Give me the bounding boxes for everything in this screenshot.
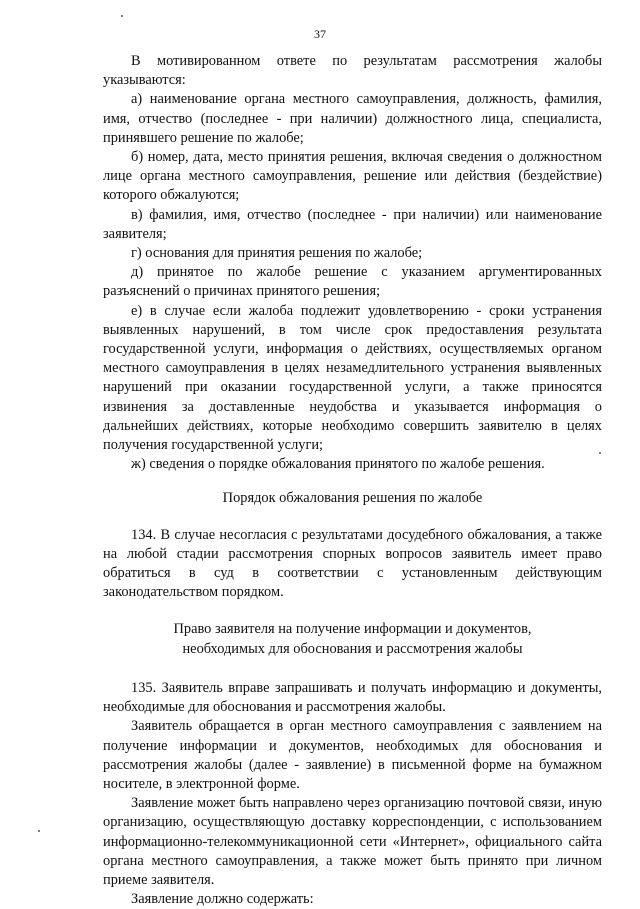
paragraph-135-submission: Заявление может быть направлено через организацию почтовой связи, иную организацию, осуществляющую доставку корреспонденции, с использованием информационно-телекоммуникационной сети «Интернет», официального сайта органа местного самоуправления, а также может быть принято при личном приеме заявителя. [103,795,602,888]
page-number: 37 [314,27,326,41]
section-heading-appeal: Порядок обжалования решения по жалобе [222,490,483,507]
list-item-d: д) принятое по жалобе решение с указанием аргументированных разъяснений о причинах принятого решения; [103,264,602,300]
heading-rights-line2: необходимых для обоснования и рассмотрения жалобы [182,640,523,657]
section-heading-rights [103,620,602,658]
document-body [103,52,602,909]
list-item-v: в) фамилия, имя, отчество (последнее - при наличии) или наименование заявителя; [103,206,602,242]
paragraph-135: 135. Заявитель вправе запрашивать и получать информацию и документы, необходимые для обоснования и рассмотрения жалобы. [103,679,602,716]
scan-speck [121,15,123,17]
list-item-e: е) в случае если жалоба подлежит удовлетворению - сроки устранения выявленных нарушений, в том числе срок предоставления результата государственной услуги, информация о действиях, осуществляемых органом местного самоуправления в целях незамедлительного устранения выявленных нарушений при оказании государственной услуги, а также приносятся извинения за доставленные неудобства и указывается информация о дальнейших действиях, которые необходимо совершить заявителю в целях получения государственной услуги; [103,302,602,454]
paragraph-134: 134. В случае несогласия с результатами досудебного обжалования, а также на любой стадии рассмотрения спорных вопросов заявитель имеет право обратиться в суд в соответствии с установленным действующим законодательством порядком. [103,526,602,601]
scan-speck [599,452,601,454]
paragraph-intro: В мотивированном ответе по результатам рассмотрения жалобы указываются: [103,53,602,89]
list-item-b: б) номер, дата, место принятия решения, включая сведения о должностном лице органа местного самоуправления, решение или действия (бездействие) которого обжалуются; [103,149,602,204]
list-item-zh: ж) сведения о порядке обжалования принятого по жалобе решения. [131,456,545,473]
scan-speck [38,830,40,832]
paragraph-135-contents: Заявление должно содержать: [131,891,314,908]
list-item-a: а) наименование органа местного самоуправления, должность, фамилия, имя, отчество (последнее - при наличии) должностного лица, специалиста, принявшего решение по жалобе; [103,91,602,146]
heading-rights-line1: Право заявителя на получение информации и документов, [173,621,532,638]
paragraph-135-application: Заявитель обращается в орган местного самоуправления с заявлением на получение информации и документов, необходимых для обоснования и рассмотрения жалобы (далее - заявление) в письменной форме на бумажном носителе, в электронной форме. [103,718,602,792]
list-item-g: г) основания для принятия решения по жалобе; [131,245,423,262]
